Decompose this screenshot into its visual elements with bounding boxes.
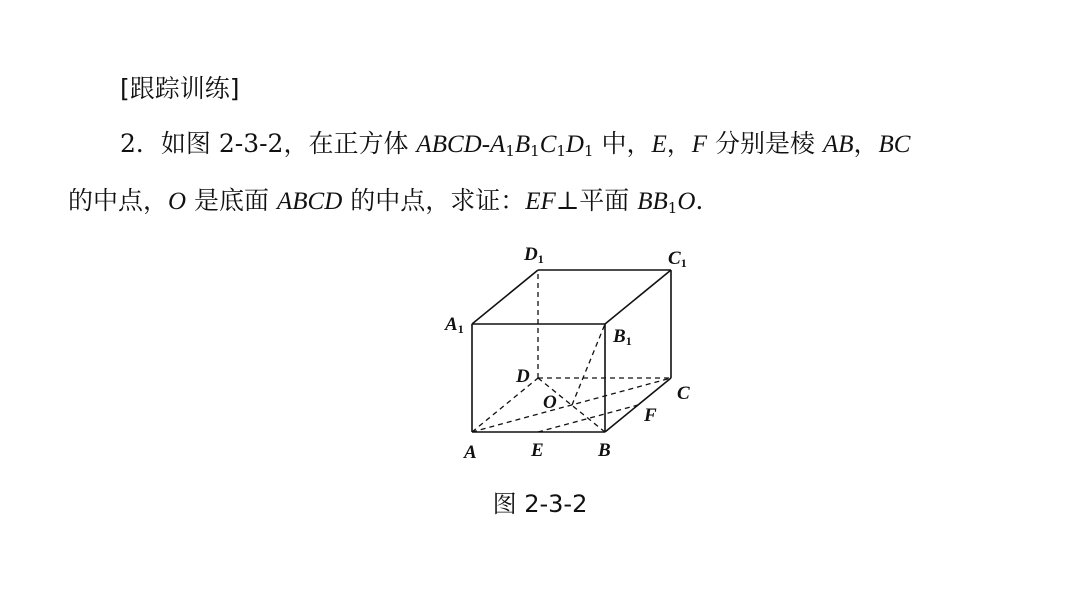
label-d1: D1 (524, 244, 544, 266)
math-subscript: 1 (583, 142, 594, 160)
problem-text: ， (853, 129, 879, 158)
segment-o-b1 (572, 324, 605, 405)
problem-text: 分别是棱 (707, 129, 823, 158)
problem-text: 中， (593, 129, 652, 158)
label-b: B (598, 440, 611, 461)
figure-caption: 图 2-3-2 (492, 490, 588, 518)
problem-text: 的中点， (68, 186, 169, 215)
math-plane-bb: BB (637, 188, 668, 215)
edge-a1-d1 (472, 270, 538, 324)
math-point-o: O (168, 188, 187, 215)
diag-a-c (472, 378, 671, 432)
math-subscript: 1 (530, 142, 540, 160)
problem-number: 2． (120, 129, 161, 158)
math-vertex-b1: B (514, 131, 531, 158)
math-point-e: E (651, 131, 667, 158)
cube-figure (430, 232, 730, 472)
problem-text: ⊥平面 (555, 186, 638, 215)
math-plane-o: O (677, 188, 696, 215)
math-edge-ab: AB (822, 131, 854, 158)
problem-text: 如图 2-3-2，在正方体 (160, 129, 417, 158)
label-f: F (644, 405, 657, 426)
problem-text: 的中点，求证： (342, 186, 526, 215)
section-heading: [跟踪训练] (120, 74, 240, 103)
cube-diagram (430, 232, 730, 472)
math-vertex-c1: C (539, 131, 557, 158)
math-edge-bc: BC (878, 131, 911, 158)
label-a1: A1 (445, 314, 464, 336)
label-e: E (531, 440, 544, 461)
label-b1: B1 (613, 326, 632, 348)
math-subscript: 1 (667, 199, 678, 217)
label-a: A (464, 442, 477, 463)
label-c: C (677, 383, 690, 404)
math-dash: - (481, 131, 491, 158)
math-cube-base: ABCD (416, 131, 482, 158)
math-vertex-d1: D (565, 131, 584, 158)
problem-text: 是底面 (186, 186, 277, 215)
problem-text: . (695, 186, 704, 215)
math-point-f: F (691, 131, 708, 158)
math-subscript: 1 (505, 142, 515, 160)
math-face-abcd: ABCD (276, 188, 343, 215)
problem-text: ， (666, 129, 692, 158)
label-d: D (516, 366, 530, 387)
problem-line-1 (120, 127, 910, 168)
edge-b1-c1 (605, 270, 671, 324)
label-o: O (543, 392, 557, 413)
math-vertex-a1: A (490, 131, 506, 158)
problem-line-2 (68, 184, 703, 225)
math-subscript: 1 (556, 142, 566, 160)
math-segment-ef: EF (525, 188, 556, 215)
label-c1: C1 (668, 248, 687, 270)
